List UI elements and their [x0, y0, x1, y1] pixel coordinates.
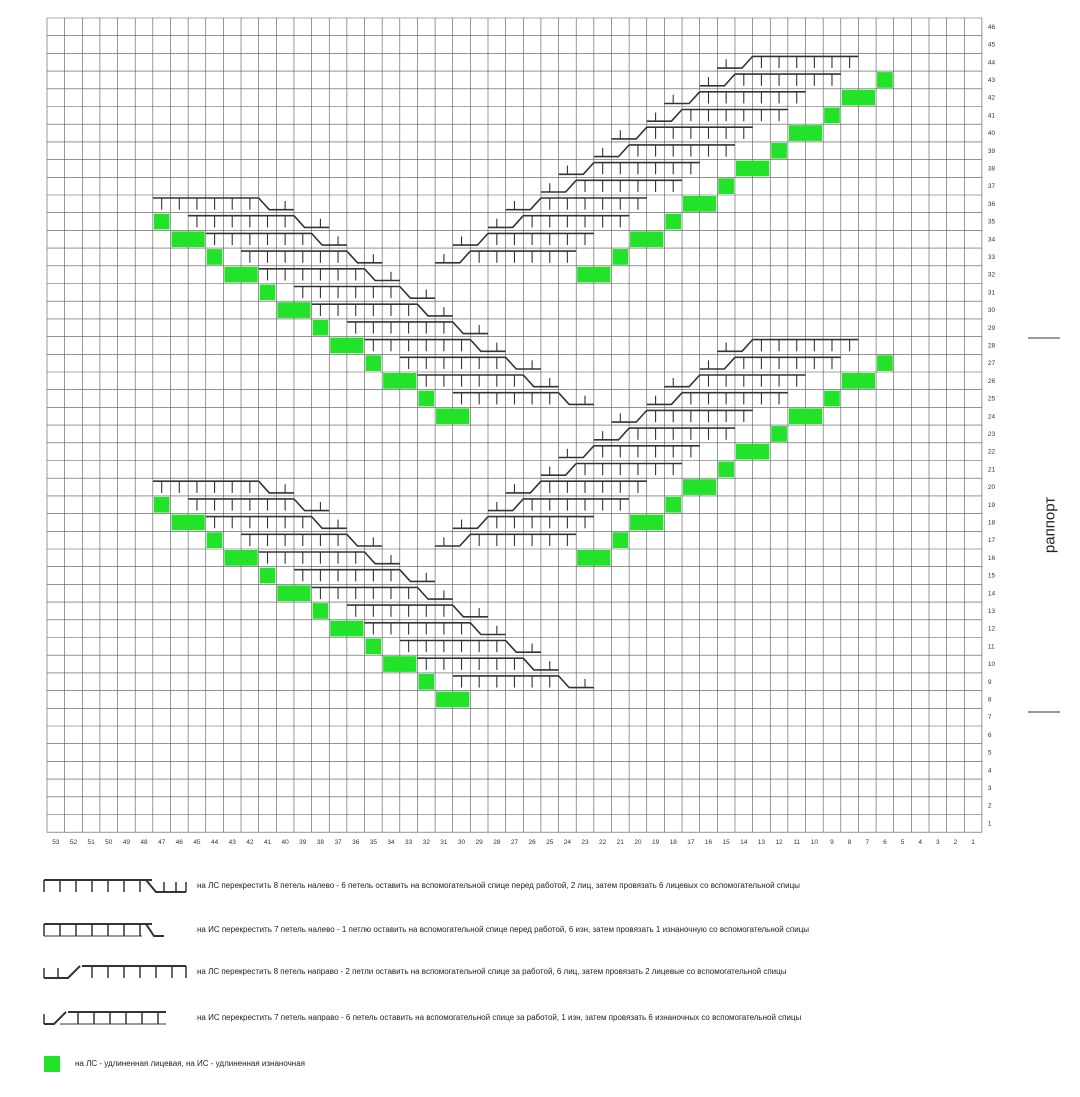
row-label: 21 [987, 466, 996, 474]
elongated-stitch [277, 302, 310, 318]
elongated-stitch [224, 267, 257, 283]
elongated-stitch [612, 532, 628, 548]
elongated-stitch [418, 674, 434, 690]
row-label: 13 [987, 607, 996, 615]
elongated-stitch [383, 373, 416, 389]
legend-text-3: на ЛС перекрестить 8 петель направо - 2 петли оставить на вспомогательной спице за работой, 6 лиц, затем провязать 2 лицевые со вспомогательной спицы [197, 967, 787, 976]
column-label: 34 [387, 839, 395, 847]
column-label: 53 [52, 839, 60, 847]
row-label: 11 [987, 643, 995, 651]
column-label: 18 [669, 839, 677, 847]
legend-green-square [44, 1056, 60, 1072]
elongated-stitch [842, 373, 875, 389]
elongated-stitch [330, 621, 363, 637]
row-label: 14 [987, 590, 996, 598]
column-label: 43 [228, 839, 236, 847]
row-label: 10 [987, 661, 996, 669]
column-label: 46 [175, 839, 183, 847]
legend-text-4: на ИС перекрестить 7 петель направо - 6 петель оставить на вспомогательной спице за работой, 1 изн, затем провязать 6 изнаночных со вспомогательной спицы [197, 1013, 802, 1022]
elongated-stitch [630, 231, 663, 247]
row-label: 36 [987, 200, 996, 208]
row-label: 5 [987, 749, 992, 757]
column-label: 5 [900, 839, 905, 847]
chart-grid [47, 18, 982, 832]
column-label: 38 [316, 839, 325, 847]
legend-text-5: на ЛС - удлиненная лицевая, на ИС - удлиненная изнаночная [75, 1059, 305, 1068]
column-label: 44 [210, 839, 219, 847]
column-label: 19 [651, 839, 660, 847]
row-label: 37 [987, 183, 996, 191]
row-label: 16 [987, 554, 996, 562]
elongated-stitch [789, 408, 822, 424]
column-label: 24 [563, 839, 571, 847]
row-label: 28 [987, 342, 996, 350]
column-label: 49 [122, 839, 130, 847]
row-label: 22 [987, 448, 996, 456]
column-label: 29 [475, 839, 483, 847]
elongated-stitch [207, 532, 223, 548]
row-label: 12 [987, 625, 996, 633]
column-label: 31 [440, 839, 448, 847]
elongated-stitch [436, 692, 469, 708]
elongated-stitch [877, 72, 893, 88]
column-label: 2 [953, 839, 958, 847]
elongated-stitch [260, 568, 276, 584]
elongated-stitch [383, 656, 416, 672]
row-label: 39 [987, 147, 996, 155]
elongated-stitch [842, 90, 875, 106]
row-label: 45 [987, 41, 996, 49]
column-label: 45 [193, 839, 201, 847]
column-label: 39 [299, 839, 307, 847]
column-label: 6 [883, 839, 887, 847]
elongated-stitch [277, 585, 310, 601]
row-label: 41 [987, 112, 996, 120]
elongated-stitch [789, 125, 822, 141]
legend-symbol-right-8 [42, 964, 187, 980]
row-label: 35 [987, 218, 996, 226]
row-number-labels [988, 24, 996, 828]
row-label: 20 [987, 484, 996, 492]
row-label: 44 [987, 59, 996, 67]
elongated-stitch [577, 267, 610, 283]
row-label: 24 [987, 413, 996, 421]
column-label: 17 [687, 839, 695, 847]
column-label: 26 [528, 839, 536, 847]
column-label: 3 [936, 839, 940, 847]
legend-symbol-right-7 [42, 1010, 167, 1026]
column-label: 14 [740, 839, 748, 847]
column-label: 27 [510, 839, 519, 847]
elongated-stitch [736, 161, 769, 177]
elongated-stitch [171, 231, 204, 247]
elongated-stitch [877, 355, 893, 371]
row-label: 19 [987, 501, 996, 509]
row-label: 43 [987, 76, 996, 84]
column-label: 41 [263, 839, 272, 847]
row-label: 8 [987, 696, 992, 704]
legend-text-2: на ИС перекрестить 7 петель налево - 1 петлю оставить на вспомогательной спице перед работой, 6 изн, затем провязать 1 изнаночную со вспомогательной спицы [197, 925, 810, 934]
column-label: 52 [69, 839, 78, 847]
elongated-stitch [683, 196, 716, 212]
elongated-stitch [824, 108, 840, 124]
column-label: 20 [634, 839, 642, 847]
row-label: 17 [987, 537, 996, 545]
column-label: 36 [352, 839, 360, 847]
column-label: 35 [369, 839, 377, 847]
column-label: 37 [334, 839, 342, 847]
elongated-stitch [366, 639, 382, 655]
row-label: 23 [987, 430, 996, 438]
column-label: 32 [422, 839, 430, 847]
column-label: 23 [581, 839, 589, 847]
elongated-stitch [436, 408, 469, 424]
elongated-stitch [224, 550, 257, 566]
column-label: 48 [140, 839, 148, 847]
column-label: 51 [87, 839, 95, 847]
elongated-stitch [207, 249, 223, 265]
elongated-stitch [771, 426, 787, 442]
column-label: 8 [847, 839, 852, 847]
elongated-stitch [824, 391, 840, 407]
row-label: 27 [987, 360, 996, 368]
elongated-stitch [612, 249, 628, 265]
row-label: 34 [987, 236, 996, 244]
row-label: 3 [987, 784, 992, 792]
legend-symbol-left-8 [42, 878, 187, 894]
elongated-stitch [154, 497, 170, 513]
column-label: 9 [830, 839, 834, 847]
column-label: 47 [158, 839, 166, 847]
column-number-labels [52, 839, 975, 846]
column-label: 16 [704, 839, 713, 847]
row-label: 1 [987, 820, 992, 828]
elongated-stitch [154, 214, 170, 230]
elongated-stitch [366, 355, 382, 371]
column-label: 28 [493, 839, 501, 847]
rapport-label: раппорт [1041, 496, 1059, 554]
elongated-stitch [418, 391, 434, 407]
row-label: 4 [987, 767, 992, 775]
column-label: 1 [971, 839, 975, 847]
column-label: 25 [546, 839, 554, 847]
column-label: 15 [722, 839, 730, 847]
elongated-stitch [718, 462, 734, 478]
elongated-stitch [665, 497, 681, 513]
column-label: 30 [457, 839, 466, 847]
column-label: 4 [918, 839, 922, 847]
row-label: 38 [987, 165, 996, 173]
row-label: 31 [987, 289, 996, 297]
elongated-stitch [313, 603, 329, 619]
row-label: 7 [987, 714, 992, 722]
row-label: 2 [987, 802, 992, 810]
row-label: 9 [987, 678, 992, 686]
elongated-stitch [665, 214, 681, 230]
elongated-stitch [718, 178, 734, 194]
column-label: 21 [616, 839, 624, 847]
column-label: 10 [810, 839, 818, 847]
legend-symbol-left-7 [42, 922, 167, 938]
row-label: 6 [987, 731, 992, 739]
row-label: 33 [987, 253, 996, 261]
column-label: 22 [599, 839, 607, 847]
column-label: 11 [793, 839, 801, 847]
elongated-stitch [171, 515, 204, 531]
elongated-stitch [330, 338, 363, 354]
row-label: 26 [987, 377, 996, 385]
row-label: 46 [987, 23, 996, 31]
elongated-stitch [313, 320, 329, 336]
column-label: 50 [105, 839, 113, 847]
row-label: 40 [987, 130, 996, 138]
column-label: 12 [775, 839, 783, 847]
elongated-stitch [683, 479, 716, 495]
row-label: 32 [987, 271, 996, 279]
column-label: 33 [405, 839, 413, 847]
elongated-stitch [771, 143, 787, 159]
row-label: 15 [987, 572, 996, 580]
row-label: 25 [987, 395, 996, 403]
row-label: 29 [987, 324, 996, 332]
elongated-stitch [260, 285, 276, 301]
column-label: 13 [757, 839, 766, 847]
row-label: 18 [987, 519, 996, 527]
column-label: 7 [865, 839, 870, 847]
legend-text-1: на ЛС перекрестить 8 петель налево - 6 петель оставить на вспомогательной спице перед работой, 2 лиц, затем провязать 6 лицевых со вспомогательной спицы [197, 881, 800, 890]
elongated-stitch [577, 550, 610, 566]
row-label: 30 [987, 307, 996, 315]
elongated-stitch [736, 444, 769, 460]
column-label: 40 [281, 839, 289, 847]
column-label: 42 [246, 839, 254, 847]
row-label: 42 [987, 94, 996, 102]
elongated-stitch [630, 515, 663, 531]
